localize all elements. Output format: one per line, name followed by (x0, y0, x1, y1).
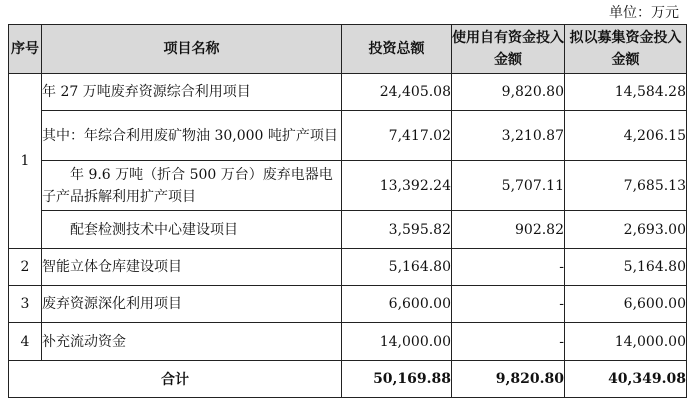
table-row (9, 111, 687, 161)
table-row (9, 286, 687, 323)
project-name: 其中：年综合利用废矿物油 30,000 吨扩产项目 (42, 111, 342, 161)
raised-funds: 2,693.00 (565, 211, 687, 249)
total-investment: 5,164.80 (342, 249, 452, 286)
self-funded: 5,707.11 (452, 161, 565, 211)
raised-funds: 7,685.13 (565, 161, 687, 211)
header-total-investment: 投资总额 (342, 25, 452, 74)
project-name: 年 9.6 万吨（折合 500 万台）废弃电器电子产品拆解利用扩产项目 (42, 161, 342, 211)
raised-funds: 5,164.80 (565, 249, 687, 286)
raised-funds: 14,000.00 (565, 323, 687, 361)
table-header-row (9, 25, 687, 74)
total-investment: 3,595.82 (342, 211, 452, 249)
raised-funds: 6,600.00 (565, 286, 687, 323)
row-seq: 2 (9, 249, 42, 286)
table-row (9, 323, 687, 361)
self-funded: 9,820.80 (452, 74, 565, 111)
total-label: 合计 (9, 361, 342, 398)
raised-funds: 40,349.08 (565, 361, 687, 398)
investment-table (8, 24, 687, 398)
header-seq: 序号 (9, 25, 42, 74)
row-seq: 4 (9, 323, 42, 361)
row-seq: 3 (9, 286, 42, 323)
table-row (9, 211, 687, 249)
project-name: 年 27 万吨废弃资源综合利用项目 (42, 74, 342, 111)
total-investment: 6,600.00 (342, 286, 452, 323)
self-funded: - (452, 249, 565, 286)
unit-label: 单位：万元 (609, 5, 679, 21)
table-row (9, 74, 687, 111)
total-investment: 13,392.24 (342, 161, 452, 211)
raised-funds: 4,206.15 (565, 111, 687, 161)
self-funded: 902.82 (452, 211, 565, 249)
raised-funds: 14,584.28 (565, 74, 687, 111)
project-name: 配套检测技术中心建设项目 (42, 211, 342, 249)
self-funded: - (452, 286, 565, 323)
total-row (9, 361, 687, 398)
self-funded: 9,820.80 (452, 361, 565, 398)
total-investment: 14,000.00 (342, 323, 452, 361)
table-row (9, 249, 687, 286)
total-investment: 24,405.08 (342, 74, 452, 111)
total-investment: 7,417.02 (342, 111, 452, 161)
self-funded: - (452, 323, 565, 361)
header-self-funded: 使用自有资金投入金额 (452, 25, 565, 74)
row-seq: 1 (9, 74, 42, 249)
table-row (9, 161, 687, 211)
project-name: 废弃资源深化利用项目 (42, 286, 342, 323)
project-name: 智能立体仓库建设项目 (42, 249, 342, 286)
header-raised-funds: 拟以募集资金投入金额 (565, 25, 687, 74)
total-investment: 50,169.88 (342, 361, 452, 398)
self-funded: 3,210.87 (452, 111, 565, 161)
header-project-name: 项目名称 (42, 25, 342, 74)
project-name: 补充流动资金 (42, 323, 342, 361)
